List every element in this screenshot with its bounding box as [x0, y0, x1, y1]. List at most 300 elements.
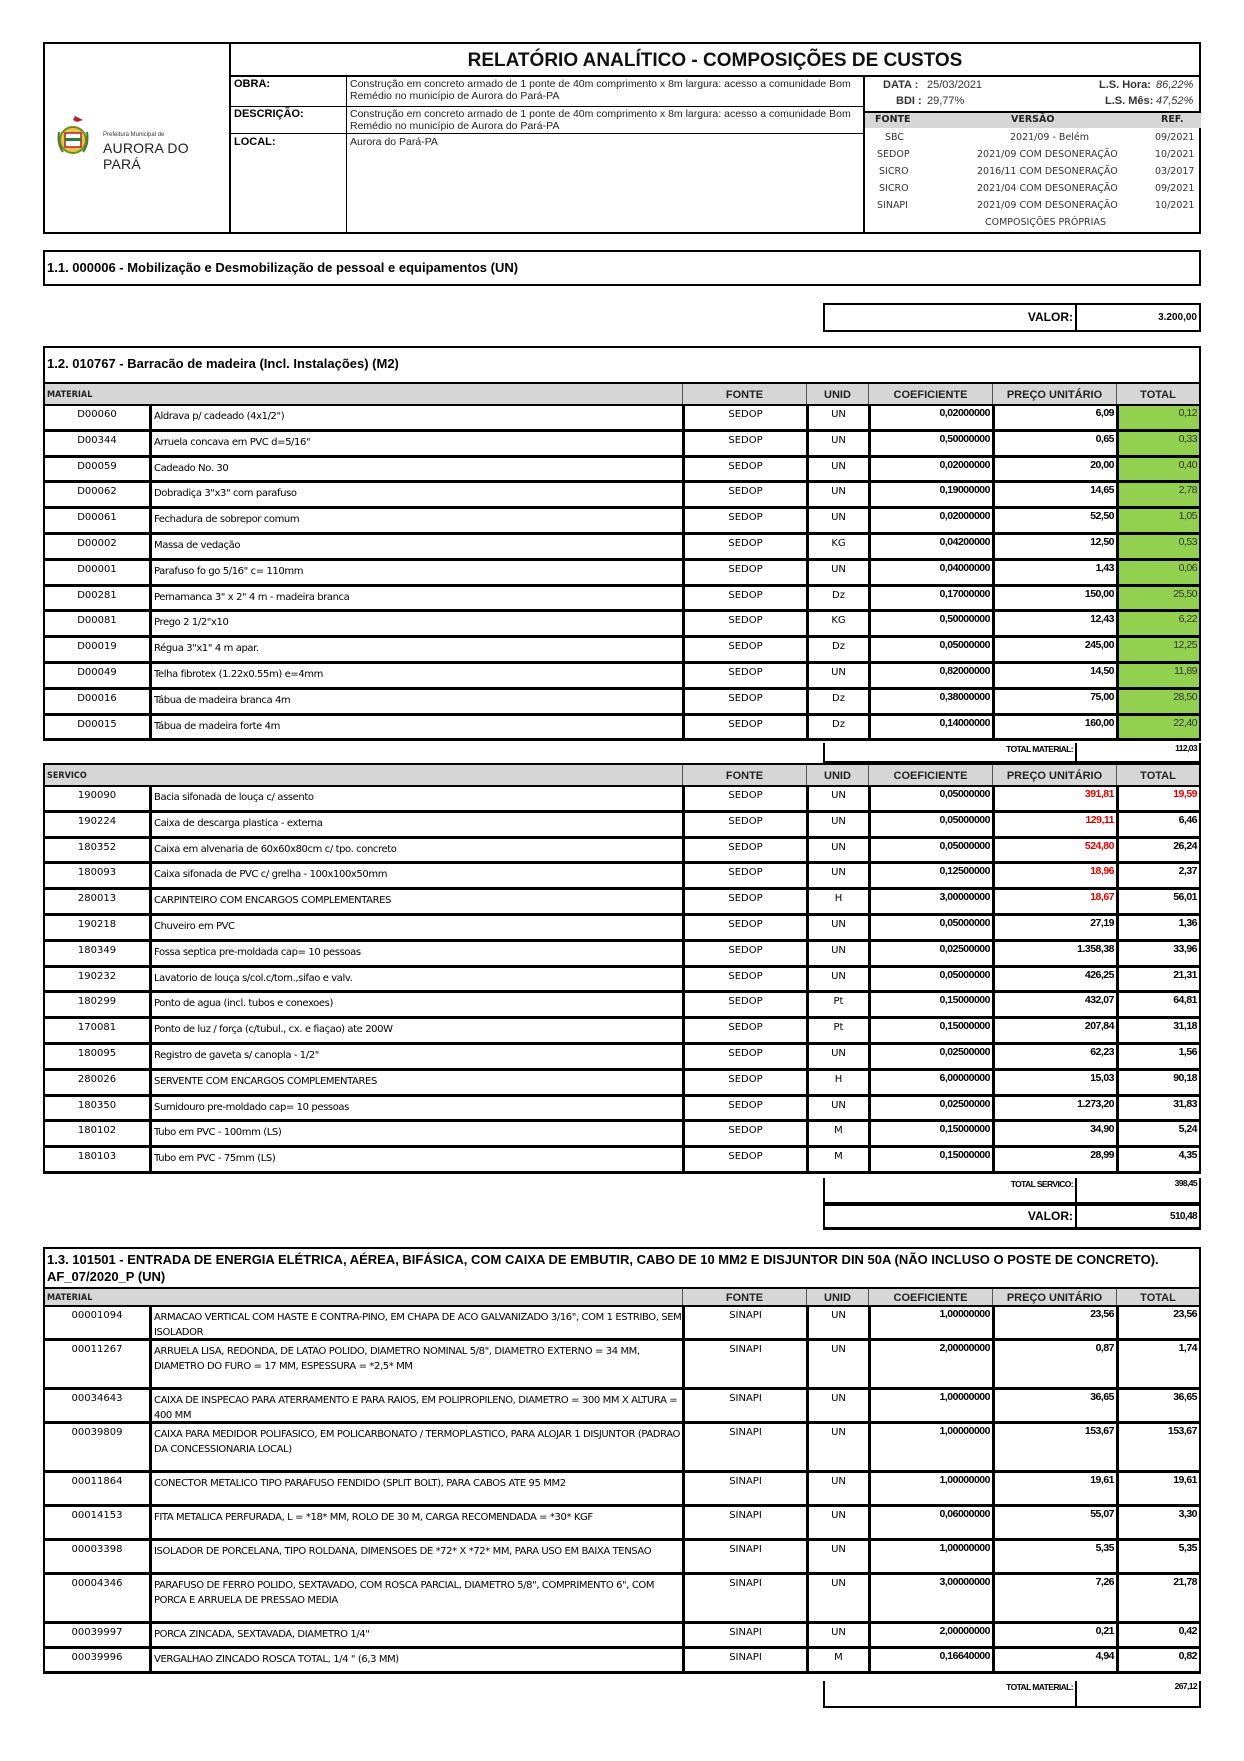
item-total: 22,40	[1116, 716, 1199, 739]
item-total: 11,89	[1116, 664, 1199, 687]
item-fonte: SEDOP	[682, 1122, 806, 1145]
item-coeficiente: 0,02000000	[868, 509, 992, 532]
item-fonte: SEDOP	[682, 509, 806, 532]
source-fonte: SEDOP	[877, 149, 910, 160]
item-total: 90,18	[1116, 1071, 1199, 1094]
item-total: 0,12	[1116, 406, 1199, 429]
item-unid: UN	[806, 1341, 868, 1387]
item-description: ARRUELA LISA, REDONDA, DE LATAO POLIDO, DIAMETRO NOMINAL 5/8", DIAMETRO EXTERNO = 34 MM, DIAMETRO DO FURO = 17 MM, ESPESSURA = *2,5* MM	[149, 1341, 682, 1387]
item-fonte: SINAPI	[682, 1649, 806, 1671]
item-description: Telha fibrotex (1.22x0.55m) e=4mm	[149, 664, 682, 687]
item-description: Ponto de agua (incl. tubos e conexoes)	[149, 993, 682, 1016]
item-fonte: SEDOP	[682, 483, 806, 506]
total-material-label: TOTAL MATERIAL:	[1006, 1682, 1073, 1692]
table-row	[45, 942, 1199, 968]
item-preco-unitario: 1.358,38	[992, 942, 1116, 965]
item-unid: UN	[806, 432, 868, 455]
table-row	[45, 432, 1199, 458]
item-description: Sumidouro pre-moldado cap= 10 pessoas	[149, 1097, 682, 1120]
item-fonte: SEDOP	[682, 813, 806, 836]
item-code: 00004346	[71, 1578, 123, 1589]
item-preco-unitario: 34,90	[992, 1122, 1116, 1145]
item-preco-unitario: 62,23	[992, 1045, 1116, 1068]
item-coeficiente: 0,15000000	[868, 1148, 992, 1171]
item-preco-unitario: 55,07	[992, 1507, 1116, 1538]
item-total: 64,81	[1116, 993, 1199, 1016]
item-unid: UN	[806, 561, 868, 584]
item-unid: H	[806, 890, 868, 913]
item-fonte: SEDOP	[682, 1097, 806, 1120]
source-versao: 2016/11 COM DESONERAÇÃO	[977, 166, 1118, 177]
table-row	[45, 1341, 1199, 1390]
item-unid: UN	[806, 1575, 868, 1621]
item-unid: UN	[806, 813, 868, 836]
item-unid: UN	[806, 1045, 868, 1068]
col-preco-unitario: PREÇO UNITÁRIO	[992, 1289, 1116, 1305]
report-header	[43, 42, 1201, 234]
source-row	[865, 129, 1201, 146]
item-coeficiente: 0,02500000	[868, 1097, 992, 1120]
obra-value: Construção em concreto armado de 1 ponte de 40m comprimento x 8m largura: acesso a comunidade Bom Remédio no município de Aurora do Pará-PA	[350, 78, 851, 102]
item-unid: UN	[806, 483, 868, 506]
item-unid: UN	[806, 1307, 868, 1338]
table-row	[45, 612, 1199, 638]
item-description: Fechadura de sobrepor comum	[149, 509, 682, 532]
table-row	[45, 716, 1199, 742]
source-versao: 2021/04 COM DESONERAÇÃO	[977, 183, 1118, 194]
item-unid: UN	[806, 1507, 868, 1538]
item-coeficiente: 1,00000000	[868, 1424, 992, 1470]
item-coeficiente: 0,15000000	[868, 1122, 992, 1145]
source-fonte: SINAPI	[877, 200, 908, 211]
section-1-2-servico-table	[43, 763, 1201, 1174]
col-preco-unitario: PREÇO UNITÁRIO	[992, 384, 1116, 404]
item-coeficiente: 0,15000000	[868, 993, 992, 1016]
item-description: Ponto de luz / força (c/tubul., cx. e fiaçao) ate 200W	[149, 1019, 682, 1042]
sources-header	[865, 111, 1201, 128]
item-preco-unitario: 28,99	[992, 1148, 1116, 1171]
item-total: 3,30	[1116, 1507, 1199, 1538]
item-code: D00001	[77, 563, 117, 575]
item-code: 00034643	[71, 1393, 123, 1404]
item-total: 0,53	[1116, 535, 1199, 558]
item-description: Pernamanca 3" x 2" 4 m - madeira branca	[149, 587, 682, 610]
section-1-3-title: 1.3. 101501 - ENTRADA DE ENERGIA ELÉTRICA, AÉREA, BIFÁSICA, COM CAIXA DE EMBUTIR, CABO DE 10 MM2 E DISJUNTOR DIN 50A (NÃO INCLUSO O POSTE DE CONCRETO). AF_07/2020_P (UN)	[43, 1247, 1201, 1287]
item-total: 6,46	[1116, 813, 1199, 836]
item-unid: UN	[806, 1390, 868, 1421]
col-unid: UNID	[806, 1289, 868, 1305]
item-coeficiente: 2,00000000	[868, 1624, 992, 1646]
item-preco-unitario: 129,11	[992, 813, 1116, 836]
source-row	[865, 214, 1201, 231]
item-unid: Pt	[806, 993, 868, 1016]
item-total: 0,33	[1116, 432, 1199, 455]
ls-hora-label: L.S. Hora:	[1099, 79, 1151, 91]
table-row	[45, 813, 1199, 839]
item-description: Cadeado No. 30	[149, 458, 682, 481]
item-preco-unitario: 18,67	[992, 890, 1116, 913]
item-code: 00003398	[71, 1544, 123, 1555]
municipal-crest-icon	[55, 114, 91, 158]
item-unid: UN	[806, 916, 868, 939]
item-description: ARMACAO VERTICAL COM HASTE E CONTRA-PINO, EM CHAPA DE ACO GALVANIZADO 3/16", COM 1 ESTRIBO, SEM ISOLADOR	[149, 1307, 682, 1338]
total-material-box	[823, 743, 1201, 763]
table-row	[45, 1019, 1199, 1045]
item-description: Tubo em PVC - 75mm (LS)	[149, 1148, 682, 1171]
item-unid: M	[806, 1122, 868, 1145]
item-code: D00060	[77, 409, 117, 420]
item-fonte: SINAPI	[682, 1541, 806, 1572]
item-preco-unitario: 524,80	[992, 839, 1116, 862]
item-coeficiente: 1,00000000	[868, 1307, 992, 1338]
item-description: Tubo em PVC - 100mm (LS)	[149, 1122, 682, 1145]
total-servico-label: TOTAL SERVICO:	[1010, 1179, 1073, 1189]
item-preco-unitario: 15,03	[992, 1071, 1116, 1094]
table-row	[45, 406, 1199, 432]
item-coeficiente: 3,00000000	[868, 890, 992, 913]
table-row	[45, 664, 1199, 690]
table-row	[45, 864, 1199, 890]
item-preco-unitario: 1,43	[992, 561, 1116, 584]
item-fonte: SEDOP	[682, 968, 806, 991]
source-fonte: SICRO	[879, 183, 909, 194]
table-row	[45, 1122, 1199, 1148]
col-coeficiente: COEFICIENTE	[868, 765, 992, 785]
item-code: D00019	[77, 641, 117, 653]
item-unid: UN	[806, 1624, 868, 1646]
item-code: 00001094	[71, 1310, 123, 1321]
item-description: Fossa septica pre-moldada cap= 10 pessoas	[149, 942, 682, 965]
item-fonte: SINAPI	[682, 1507, 806, 1538]
item-fonte: SEDOP	[682, 432, 806, 455]
item-code: 180352	[77, 841, 117, 853]
item-code: 00014153	[71, 1510, 123, 1521]
item-unid: M	[806, 1649, 868, 1671]
item-fonte: SINAPI	[682, 1307, 806, 1338]
item-preco-unitario: 150,00	[992, 587, 1116, 610]
item-description: Dobradiça 3"x3" com parafuso	[149, 483, 682, 506]
section-1-2-material-table	[43, 382, 1201, 741]
item-coeficiente: 0,16640000	[868, 1649, 992, 1671]
item-coeficiente: 0,14000000	[868, 716, 992, 739]
item-code: 180093	[77, 867, 117, 879]
item-code: 00039809	[71, 1427, 123, 1438]
item-code: 180103	[77, 1151, 117, 1163]
item-fonte: SEDOP	[682, 916, 806, 939]
item-description: Registro de gaveta s/ canopla - 1/2"	[149, 1045, 682, 1068]
item-coeficiente: 0,06000000	[868, 1507, 992, 1538]
col-total: TOTAL	[1116, 1289, 1199, 1305]
item-unid: KG	[806, 612, 868, 635]
table-row	[45, 587, 1199, 613]
source-row	[865, 146, 1201, 163]
material-header: MATERIAL	[47, 390, 93, 400]
item-code: D00281	[77, 589, 117, 601]
table-row	[45, 1045, 1199, 1071]
report-title: RELATÓRIO ANALÍTICO - COMPOSIÇÕES DE CUSTOS	[231, 44, 1199, 77]
item-preco-unitario: 52,50	[992, 509, 1116, 532]
source-versao: 2021/09 - Belém	[1010, 132, 1090, 143]
total-servico-value: 398,45	[1075, 1178, 1199, 1202]
item-code: D00016	[77, 692, 117, 704]
logo-name: AURORA DO PARÁ	[103, 140, 189, 172]
item-code: 170081	[77, 1022, 117, 1034]
item-total: 1,74	[1116, 1341, 1199, 1387]
item-preco-unitario: 75,00	[992, 690, 1116, 713]
col-fonte: FONTE	[682, 765, 806, 785]
table-row	[45, 1624, 1199, 1649]
table-row	[45, 638, 1199, 664]
item-total: 0,40	[1116, 458, 1199, 481]
item-unid: UN	[806, 406, 868, 429]
item-coeficiente: 0,82000000	[868, 664, 992, 687]
item-preco-unitario: 18,96	[992, 864, 1116, 887]
item-code: D00344	[77, 434, 117, 446]
item-code: 280026	[77, 1073, 117, 1085]
item-fonte: SINAPI	[682, 1424, 806, 1470]
sources-footer: COMPOSIÇÕES PRÓPRIAS	[985, 217, 1106, 228]
section-1-2-title: 1.2. 010767 - Barracão de madeira (Incl. Instalações) (M2)	[43, 346, 1201, 382]
item-total: 6,22	[1116, 612, 1199, 635]
col-total: TOTAL	[1116, 765, 1199, 785]
item-fonte: SEDOP	[682, 1045, 806, 1068]
item-coeficiente: 0,04200000	[868, 535, 992, 558]
item-code: 180102	[77, 1125, 117, 1137]
item-code: 180349	[77, 944, 117, 956]
valor-value: 510,48	[1075, 1206, 1199, 1227]
item-description: PARAFUSO DE FERRO POLIDO, SEXTAVADO, COM ROSCA PARCIAL, DIAMETRO 5/8", COMPRIMENTO 6", COM PORCA E ARRUELA DE PRESSAO MEDIA	[149, 1575, 682, 1621]
item-coeficiente: 0,02500000	[868, 942, 992, 965]
item-code: 180350	[77, 1099, 117, 1111]
item-description: Tábua de madeira branca 4m	[149, 690, 682, 713]
item-preco-unitario: 14,50	[992, 664, 1116, 687]
item-preco-unitario: 36,65	[992, 1390, 1116, 1421]
item-description: Aldrava p/ cadeado (4x1/2")	[149, 406, 682, 429]
item-coeficiente: 2,00000000	[868, 1341, 992, 1387]
item-coeficiente: 0,17000000	[868, 587, 992, 610]
table-row	[45, 1097, 1199, 1123]
item-preco-unitario: 0,21	[992, 1624, 1116, 1646]
item-code: D00081	[77, 615, 117, 627]
table-row	[45, 1541, 1199, 1575]
item-description: Chuveiro em PVC	[149, 916, 682, 939]
logo-subtitle: Prefeitura Municipal de	[103, 132, 165, 138]
source-fonte: SICRO	[879, 166, 909, 177]
item-coeficiente: 0,12500000	[868, 864, 992, 887]
item-coeficiente: 0,15000000	[868, 1019, 992, 1042]
item-description: VERGALHAO ZINCADO ROSCA TOTAL, 1/4 " (6,3 MM)	[149, 1649, 682, 1671]
col-coeficiente: COEFICIENTE	[868, 1289, 992, 1305]
item-code: 00039996	[71, 1652, 123, 1663]
item-preco-unitario: 14,65	[992, 483, 1116, 506]
item-description: CONECTOR METALICO TIPO PARAFUSO FENDIDO (SPLIT BOLT), PARA CABOS ATE 95 MM2	[149, 1473, 682, 1504]
descricao-label: DESCRIÇÃO:	[231, 107, 347, 133]
item-fonte: SEDOP	[682, 664, 806, 687]
item-preco-unitario: 5,35	[992, 1541, 1116, 1572]
item-preco-unitario: 6,09	[992, 406, 1116, 429]
bdi-value: 29,77%	[927, 95, 965, 107]
item-code: 280013	[77, 893, 117, 905]
item-code: D00015	[77, 718, 117, 730]
source-versao: 2021/09 COM DESONERAÇÃO	[977, 200, 1118, 211]
item-unid: UN	[806, 864, 868, 887]
item-unid: H	[806, 1071, 868, 1094]
col-unid: UNID	[806, 765, 868, 785]
table-row	[45, 483, 1199, 509]
item-total: 26,24	[1116, 839, 1199, 862]
source-ref: 10/2021	[1155, 149, 1195, 160]
total-material-value: 267,12	[1075, 1681, 1199, 1706]
table-row	[45, 1473, 1199, 1507]
source-ref: 10/2021	[1155, 200, 1195, 211]
item-unid: UN	[806, 1097, 868, 1120]
ls-mes-label: L.S. Mês:	[1105, 95, 1154, 107]
item-total: 36,65	[1116, 1390, 1199, 1421]
table-row	[45, 458, 1199, 484]
source-ref: 09/2021	[1155, 132, 1195, 143]
valor-label: VALOR:	[1027, 310, 1073, 324]
item-fonte: SEDOP	[682, 890, 806, 913]
item-total: 31,83	[1116, 1097, 1199, 1120]
item-coeficiente: 1,00000000	[868, 1473, 992, 1504]
item-fonte: SEDOP	[682, 787, 806, 810]
report-info-panel	[863, 77, 1199, 232]
item-coeficiente: 0,38000000	[868, 690, 992, 713]
item-coeficiente: 0,05000000	[868, 813, 992, 836]
col-fonte: FONTE	[682, 384, 806, 404]
item-fonte: SINAPI	[682, 1473, 806, 1504]
item-fonte: SINAPI	[682, 1341, 806, 1387]
total-servico-box	[823, 1178, 1201, 1204]
table-row	[45, 1307, 1199, 1341]
item-description: Arruela concava em PVC d=5/16"	[149, 432, 682, 455]
item-preco-unitario: 153,67	[992, 1424, 1116, 1470]
item-preco-unitario: 0,87	[992, 1341, 1116, 1387]
local-value: Aurora do Pará-PA	[350, 136, 438, 148]
item-coeficiente: 0,50000000	[868, 612, 992, 635]
item-description: CAIXA PARA MEDIDOR POLIFASICO, EM POLICARBONATO / TERMOPLASTICO, PARA ALOJAR 1 DISJUNTOR (PADRAO DA CONCESSIONARIA LOCAL)	[149, 1424, 682, 1470]
item-unid: UN	[806, 458, 868, 481]
table-header	[45, 382, 1199, 406]
table-row	[45, 1575, 1199, 1624]
item-description: Régua 3"x1" 4 m apar.	[149, 638, 682, 661]
item-preco-unitario: 23,56	[992, 1307, 1116, 1338]
section-1-1-title: 1.1. 000006 - Mobilização e Desmobilização de pessoal e equipamentos (UN)	[43, 250, 1201, 286]
item-description: Prego 2 1/2"x10	[149, 612, 682, 635]
item-total: 28,50	[1116, 690, 1199, 713]
item-code: D00059	[77, 460, 117, 472]
item-description: ISOLADOR DE PORCELANA, TIPO ROLDANA, DIMENSOES DE *72* X *72* MM, PARA USO EM BAIXA TENSAO	[149, 1541, 682, 1572]
item-description: CARPINTEIRO COM ENCARGOS COMPLEMENTARES	[149, 890, 682, 913]
item-unid: Dz	[806, 690, 868, 713]
source-versao: 2021/09 COM DESONERAÇÃO	[977, 149, 1118, 160]
item-fonte: SEDOP	[682, 716, 806, 739]
table-row	[45, 968, 1199, 994]
col-total: TOTAL	[1116, 384, 1199, 404]
total-material-value: 112,03	[1075, 743, 1199, 761]
item-code: 190232	[77, 970, 117, 982]
item-description: Bacia sifonada de louça c/ assento	[149, 787, 682, 810]
item-code: 180299	[77, 996, 117, 1008]
item-unid: UN	[806, 1541, 868, 1572]
table-row	[45, 916, 1199, 942]
item-preco-unitario: 426,25	[992, 968, 1116, 991]
item-code: D00061	[77, 512, 117, 524]
item-total: 19,61	[1116, 1473, 1199, 1504]
item-code: 190218	[77, 918, 117, 930]
item-coeficiente: 1,00000000	[868, 1390, 992, 1421]
item-coeficiente: 1,00000000	[868, 1541, 992, 1572]
item-coeficiente: 0,02000000	[868, 458, 992, 481]
item-fonte: SEDOP	[682, 1148, 806, 1171]
table-row	[45, 561, 1199, 587]
sources-header-versao: VERSÃO	[1011, 114, 1055, 125]
item-unid: UN	[806, 942, 868, 965]
data-label: DATA :	[883, 79, 919, 91]
obra-label: OBRA:	[231, 77, 347, 106]
local-label: LOCAL:	[231, 134, 347, 232]
item-fonte: SEDOP	[682, 864, 806, 887]
item-preco-unitario: 12,50	[992, 535, 1116, 558]
item-description: Massa de vedação	[149, 535, 682, 558]
data-value: 25/03/2021	[927, 79, 983, 91]
table-header	[45, 1287, 1199, 1307]
item-preco-unitario: 7,26	[992, 1575, 1116, 1621]
item-coeficiente: 0,19000000	[868, 483, 992, 506]
item-fonte: SEDOP	[682, 458, 806, 481]
item-fonte: SEDOP	[682, 1019, 806, 1042]
item-total: 21,31	[1116, 968, 1199, 991]
item-code: 190090	[77, 790, 117, 801]
item-description: Lavatorio de louça s/col.c/torn.,sifao e valv.	[149, 968, 682, 991]
item-unid: UN	[806, 787, 868, 810]
item-description: Parafuso fo go 5/16" c= 110mm	[149, 561, 682, 584]
item-total: 31,18	[1116, 1019, 1199, 1042]
item-coeficiente: 0,05000000	[868, 916, 992, 939]
item-description: Tábua de madeira forte 4m	[149, 716, 682, 739]
item-code: 00011267	[71, 1344, 123, 1355]
item-total: 5,35	[1116, 1541, 1199, 1572]
table-row	[45, 1507, 1199, 1541]
item-description: Caixa de descarga plastica - externa	[149, 813, 682, 836]
section-1-1-valor-box	[823, 303, 1201, 332]
item-fonte: SEDOP	[682, 638, 806, 661]
item-total: 5,24	[1116, 1122, 1199, 1145]
item-coeficiente: 0,02000000	[868, 406, 992, 429]
item-fonte: SEDOP	[682, 561, 806, 584]
item-preco-unitario: 12,43	[992, 612, 1116, 635]
item-fonte: SINAPI	[682, 1624, 806, 1646]
source-row	[865, 180, 1201, 197]
item-total: 1,56	[1116, 1045, 1199, 1068]
item-total: 1,05	[1116, 509, 1199, 532]
item-unid: UN	[806, 664, 868, 687]
item-fonte: SEDOP	[682, 535, 806, 558]
item-fonte: SEDOP	[682, 942, 806, 965]
item-fonte: SEDOP	[682, 587, 806, 610]
item-preco-unitario: 20,00	[992, 458, 1116, 481]
item-total: 2,78	[1116, 483, 1199, 506]
item-unid: UN	[806, 968, 868, 991]
item-preco-unitario: 1.273,20	[992, 1097, 1116, 1120]
item-total: 0,82	[1116, 1649, 1199, 1671]
item-fonte: SEDOP	[682, 690, 806, 713]
item-code: 00039997	[71, 1627, 123, 1638]
total-material-box	[823, 1681, 1201, 1708]
item-coeficiente: 0,05000000	[868, 787, 992, 810]
item-description: CAIXA DE INSPECAO PARA ATERRAMENTO E PARA RAIOS, EM POLIPROPILENO, DIAMETRO = 300 MM X ALTURA = 400 MM	[149, 1390, 682, 1421]
col-fonte: FONTE	[682, 1289, 806, 1305]
